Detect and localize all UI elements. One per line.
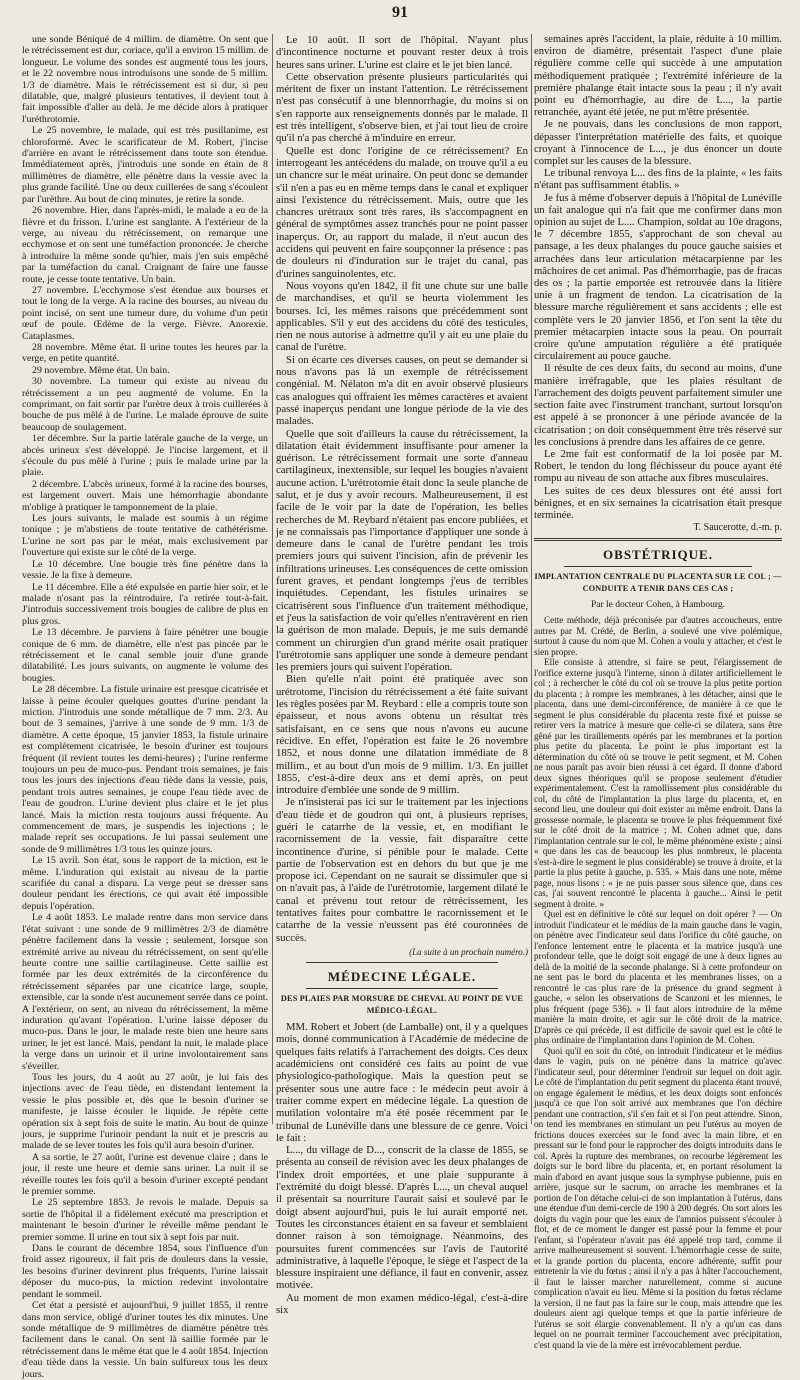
- paragraph: Tous les jours, du 4 août au 27 août, je lui fais des injections avec de l'eau tiède, en distendant lentement la vessie le plus possible et, dès que le besoin d'uriner se manifeste, je laisse écouler le liquide. Je répète cette opération six à sept fois de suite le matin. Au bout de quinze jours, je supprime l'urinoir pendant la nuit et je prescris au malade de se lever toutes les fois qu'il aura besoin d'uriner.: [22, 1071, 268, 1152]
- paragraph: Quel est en définitive le côté sur lequel on doit opérer ? — On introduit l'indicateur et le médius de la main gauche dans le vagin, on pénètre avec l'indicateur seul dans l'orifice du côté gauche, on l'enfonce lentement entre le placenta et la matrice jusqu'à une profondeur telle, que le doigt soit engagé de une à deux lignes au delà de la moitié de la seconde phalange. Si à cette profondeur on ne sent pas le bord du placenta et les membranes lisses, on a rencontré le cas plus rare de la présence du grand segment à gauche, « selon les observations de Scanzoni et les miennes, le plus fréquent (page 536). » Il faut alors introduire de la même manière la main droite, et agir sur le côté droit de la matrice. D'après ce qui précède, il est difficile de savoir quel est le côté le plus ordinaire de l'implantation dans l'opinion de M. Cohen.: [534, 909, 782, 1046]
- paragraph: semaines après l'accident, la plaie, réduite à 10 millim. environ de diamètre, présentait l'aspect d'une plaie régulière comme celle qui succède à une amputation méthodiquement pratiquée ; l'extrémité inférieure de la première phalange était intacte sous la peau ; il n'y avait point eu d'hémorrhagie, au dire de L..., la partie retranchée, ayant été jetée, ne put m'être présentée.: [534, 34, 782, 119]
- paragraph: Je ne pouvais, dans les conclusions de mon rapport, dépasser l'interprétation matérielle des faits, et quoique croyant à l'innocence de L..., je dus énoncer un doute complet sur les causes de la blessure.: [534, 119, 782, 168]
- paragraph: Il résulte de ces deux faits, du second au moins, d'une manière irréfragable, que les plaies résultant de l'arrachement des doigts peuvent parfaitement simuler une section faite avec l'instrument tranchant, surtout lorsqu'on est appelé à se prononcer à une période avancée de la cicatrisation ; on doit conséquemment être très réservé sur les conclusions à prendre dans les affaires de ce genre.: [534, 363, 782, 448]
- paragraph: Le 25 novembre, le malade, qui est très pusillanime, est chloroformé. Avec le scarificateur de M. Robert, j'incise d'arrière en avant le rétrécissement dans toute son étendue. Immédiatement après, j'introduis une sonde en étain de 8 millimètres de diamètre, elle pénètre dans la vessie avec la plus grande facilité. Une ou deux cuillerées de sang s'écoulent par l'urèthre. Au bout de cinq minutes, je retire la sonde.: [22, 125, 268, 205]
- paragraph: Quelle que soit d'ailleurs la cause du rétrécissement, la dilatation était évidemment insuffisante pour amener la guérison. Le rétrécissement formait une sorte d'anneau cartilagineux, inextensible, sur lequel les bougies n'avaient aucune action. L'urétrotomie était donc la seule planche de salut, et je dus y avoir recours. Malheureusement, il est facile de le voir par la date de l'opération, les belles recherches de M. Reybard n'étaient pas encore publiées, et je ne connaissais pas l'importance d'appliquer une sonde à demeure dans le canal de l'urètre pendant les trois premiers jours qui suivent l'incision, afin de prévenir les infiltrations urineuses. Les conséquences de cette omission furent graves, et pendant longtemps j'eus de terribles inquiétudes. Cependant, les fistules urinaires se cicatrisèrent sous l'influence d'un traitement méthodique, et j'eus la satisfaction de voir qu'elles n'entravèrent en rien la guérison de mon malade. Depuis, je me suis demandé comment un chirurgien d'un grand mérite osait pratiquer l'urétrotomie sans appliquer une sonde à demeure pendant les premiers jours qui suivent l'opération.: [276, 427, 528, 674]
- paragraph: Le tribunal renvoya L... des fins de la plainte, « les faits n'étant pas suffisamment établis. »: [534, 168, 782, 192]
- continued-note: (La suite à un prochain numéro.): [409, 946, 528, 957]
- paragraph: Quelle est donc l'origine de ce rétrécissement? En interrogeant les antécédens du malade, on trouve qu'il a eu un chancre sur le méat urinaire. On peut donc se demander s'il n'en a pas eu en même temps dans le canal et expliquer ainsi l'existence du rétrécissement. Mais, outre que les chancres urétraux sont très rares, ils s'accompagnent en général de symptômes assez tranchés pour ne point passer inaperçus. Or, au rapport du malade, il n'eut aucun des accidens qui peuvent en faire soupçonner la présence : pas de douleurs ni d'induration sur le trajet du canal, pas d'urines sanguinolentes, etc.: [276, 144, 528, 280]
- article-body-placenta: [534, 615, 782, 1350]
- paragraph: Cette méthode, déjà préconisée par d'autres accoucheurs, entre autres par M. Crédé, de Berlin, a soulevé une vive polémique, surtout à cause du nom que M. Cohen a voulu y attacher, et c'est le sien propre.: [534, 615, 782, 657]
- paragraph: Les suites de ces deux blessures ont été aussi fort bénignes, et en six semaines la cicatrisation était presque terminée.: [534, 485, 782, 521]
- paragraph: Cette observation présente plusieurs particularités qui méritent de fixer un instant l'attention. Le rétrécissement n'est pas consécutif à une blennorrhagie, du moins si on s'en rapporte aux renseignements donnés par le malade. Il est très intelligent, s'observe bien, et j'ai tout lieu de croire qu'il n'a pas cherché à m'induire en erreur.: [276, 70, 528, 145]
- paragraph: Le 28 décembre. La fistule urinaire est presque cicatrisée et laisse à peine écouler quelques gouttes d'urine pendant la miction. J'introduis une sonde métallique de 7 mm. 2/3. Au bout de 3 semaines, j'arrive à une sonde de 9 mm. 1/3 de diamètre. A cette époque, 15 janvier 1853, la fistule urinaire est complètement cicatrisée, le besoin d'uriner est toujours fréquent (il revient toutes les demi-heures) ; l'urine renferme toujours un peu de muco-pus. Pendant trois semaines, je fais tous les jours des injections d'eau tiède dans la vessie, puis, pendant trois autres semaines, je coupe l'eau tiède avec de l'eau de goudron. L'urine devient plus claire et le jet plus lancé. Mais la miction resta toujours aussi fréquente. Au commencement de mars, je suspendis les injections ; le malade reprit ses occupations. Je lui passai seulement une sonde de 9 millimètres 1/3 tous les quinze jours.: [22, 684, 268, 855]
- column-middle: [276, 34, 528, 1316]
- observation-conclusion: [276, 34, 528, 944]
- section-heading-medecine: MÉDECINE LÉGALE.: [327, 969, 477, 985]
- article-body-morsure: [276, 1021, 528, 1316]
- paragraph: 30 novembre. La tumeur qui existe au niveau du rétrécissement a un peu augmenté de volume. En la comprimant, on fait sortir par l'urètre deux à trois cuillerées à bouche de pus mêlé à de l'urine. Le malade éprouve de suite beaucoup de soulagement.: [22, 376, 268, 433]
- paragraph: 29 novembre. Même état. Un bain.: [32, 364, 170, 376]
- paragraph: Le 15 avril. Son état, sous le rapport de la miction, est le même. L'induration qui existait au niveau de la partie scarifiée du canal a disparu. La verge peut se dresser sans douleur pendant les érections, ce qui avait été impossible depuis l'opération.: [22, 855, 268, 912]
- paragraph: Nous voyons qu'en 1842, il fit une chute sur une balle de marchandises, et qu'il se heurta violemment les bourses. Ici, les mêmes raisons que précédemment sont applicables. S'il y eut des accidens du côté des testicules, rien ne nous autorise à admettre qu'il y ait eu une plaie du canal de l'urètre.: [276, 279, 528, 354]
- paragraph: 27 novembre. L'ecchymose s'est étendue aux bourses et tout le long de la verge. A la racine des bourses, au niveau du point incisé, on sent une tumeur dure, du volume d'un petit œuf de poule. Œdème de la verge. Fièvre. Anorexie. Cataplasmes.: [22, 284, 268, 342]
- morsure-continuation: [534, 34, 782, 522]
- paragraph: Le 10 août. Il sort de l'hôpital. N'ayant plus d'incontinence nocturne et pouvant rester deux à trois heures sans uriner. L'urine est claire et le jet bien lancé.: [276, 34, 528, 71]
- paragraph: Le 25 septembre 1853. Je revois le malade. Depuis sa sortie de l'hôpital il a fidèlement exécuté ma prescription et maintenant le besoin d'uriner le réveille même pendant le premier somme. Il urine en tout six à sept fois par nuit.: [22, 1197, 268, 1243]
- paragraph: Le 13 décembre. Je parviens à faire pénétrer une bougie conique de 6 mm. de diamètre, elle n'est pas pincée par le rétrécissement et le canal semble jouir d'une grande dilatabilité. Les jours suivants, on augmente le volume des bougies.: [22, 627, 268, 684]
- paragraph: L..., du village de D..., conscrit de la classe de 1855, se présenta au conseil de révision avec les deux phalanges de l'index droit emportées, et une plaie suppurante à l'extrémité du doigt blessé. D'après L..., un cheval auquel il présentait sa nourriture l'aurait saisi et soulevé par le doigt absent aujourd'hui, puis le lui aurait emporté net. Toutes les circonstances étaient en sa faveur et semblaient donner raison à son témoignage. Néanmoins, des poursuites furent commencées sur l'avis de l'autorité administrative, à laquelle l'époque, le siège et l'aspect de la blessure inspiraient une défiance, il faut en convenir, assez motivée.: [276, 1144, 528, 1292]
- paragraph: Le 11 décembre. Elle a été expulsée en partie hier soir, et le malade n'osant pas la réintroduire, l'a retirée tout-à-fait. J'introduis successivement trois bougies de calibre de plus en plus gros.: [22, 581, 268, 627]
- column-right: [534, 34, 782, 1350]
- section-divider: [306, 988, 498, 989]
- paragraph: 2 décembre. L'abcès urineux, formé à la racine des bourses, est largement ouvert. Mais une hémorrhagie abondante m'oblige à pratiquer le tamponnement de la plaie.: [22, 478, 268, 513]
- author-signature: T. Saucerotte, d.-m. p.: [693, 522, 782, 534]
- article-title-morsure: DES PLAIES PAR MORSURE DE CHEVAL AU POINT DE VUE MÉDICO-LÉGAL.: [280, 993, 524, 1015]
- section-divider: [564, 566, 752, 567]
- paragraph: Cet état a persisté et aujourd'hui, 9 juillet 1855, il rentre dans mon service, obligé d'uriner toutes les dix minutes. Une sonde métallique de 9 millimètres de diamètre pénètre très facilement dans le canal. On sent là saillie formée par le rétrécissement dans le même état que le 4 août 1854. Injection d'eau tiède dans la vessie. Un bain sulfureux tous les deux jours.: [22, 1300, 268, 1380]
- paragraph: Elle consiste à attendre, si faire se peut, l'élargissement de l'orifice externe jusqu'à l'interne, sinon à dilater artificiellement le col ; à rechercher le côté du col où se trouve la plus petite portion du placenta ; à rompre les membranes, à les détacher, ainsi que le placenta, dans une demi-circonférence, de manière à ce que le segment le plus considérable du placenta reste fixé et puisse se retirer vers la matrice à mesure que celle-ci se dilatera, sans être gêné par les tiraillements opérés par les membranes et la portion plus petite du placenta. Le point le plus important est la détermination du côté où se trouve le petit segment, et M. Cohen ne nous paraît pas avoir bien réussi à cet égard. Il donne d'abord deux signes théoriques qu'il se propose seulement d'étudier expérimentalement. C'est la ramollissement plus considérable du col, du côté de l'implantation la plus large du placenta, et, en second lieu, une douleur qui doit exister au même endroit. Dans la grossesse normale, le placenta se trouve le plus fréquemment fixé sur le côté droit de la matrice ; M. Cohen admet que, dans l'implantation centrale sur le col, le même phénomène existe ; ainsi « que dans les cas de beaucoup les plus nombreux, le placenta s'est-à-dire le segment le plus considérable) se trouve à droite, et la partie la plus petite à gauche, p. 535. » Mais dans une note, même page, nous lisons : « je ne puis passer sous silence que, dans ces cas, j'ai souvent rencontré le placenta à gauche... Ainsi le petit segment à droite. »: [534, 657, 782, 909]
- paragraph: Je fus à même d'observer depuis à l'hôpital de Lunéville un fait analogue qui n'a fait que me confirmer dans mon opinion au sujet de L.... Champion, soldat au 10e dragons, le 7 décembre 1855, s'approchant de son cheval au pansage, a les deux phalanges du pouce gauche saisies et arrachées dans leur articulation métacarpienne par les mâchoires de cet animal. Pas d'hémorrhagie, pas de fracas des os ; la partie emportée est retrouvée dans la litière unie à un fragment de tendon. La cicatrisation de la blessure marche régulièrement et sans accidents ; elle est complète vers le 20 janvier 1856, et l'on sent la tête du premier métacarpien intacte sous la peau. On pourrait croire qu'une amputation régulière a été pratiquée circulairement au pouce gauche.: [534, 192, 782, 363]
- article-byline: Par le docteur Cohen, à Hambourg.: [590, 599, 726, 610]
- paragraph: A sa sortie, le 27 août, l'urine est devenue claire ; dans le jour, il reste une heure et demie sans uriner. La nuit il se réveille toutes les fois qu'il a besoin d'uriner excepté pendant le premier somme.: [22, 1151, 268, 1198]
- column-rule: [531, 34, 532, 1124]
- paragraph: 1er décembre. Sur la partie latérale gauche de la verge, un abcès urineux s'est développé. Je l'incise largement, et il s'écoule du pus mêlé à l'urine ; puis le malade urine par la plaie.: [22, 433, 268, 479]
- paragraph: 26 novembre. Hier, dans l'après-midi, le malade a eu de la fièvre et du frisson. L'urine est sanglante. A l'extérieur de la verge, au niveau du rétrécissement, on remarque une ecchymose et on sent une tuméfaction prononcée. Je cherche à introduire la même sonde qu'hier, mais j'en suis empêché par la tuméfaction du canal. Craignant de faire une fausse route, je cesse toute tentative. Un bain.: [22, 205, 268, 285]
- paragraph: 28 novembre. Même état. Il urine toutes les heures par la verge, en petite quantité.: [22, 341, 268, 365]
- paragraph: Bien qu'elle n'ait point été pratiquée avec son urétrotome, l'incision du rétrécissement a été faite suivant les règles posées par M. Reybard : elle a compris toute son épaisseur, et nous avons obtenu un résultat très satisfaisant, en ce sens que nous n'avons eu aucune récidive. En effet, l'opération est faite le 26 novembre 1852, et nous donne une dilatation immédiate de 8 millim., et au bout d'un mois de 9 millim. 1/3. En juillet 1855, c'est-à-dire deux ans et demi après, on peut introduire d'emblée une sonde de 9 millim.: [276, 673, 528, 797]
- paragraph: MM. Robert et Jobert (de Lamballe) ont, il y a quelques mois, donné communication à l'Académie de médecine de quelques faits relatifs à l'arrachement des doigts. Ces deux académiciens ont considéré ces faits au point de vue physiologico-pathologique. Mais la question peut se présenter sous une autre face : le médecin peut avoir à traiter comme expert en médecine légale. La question de mutilation volontaire m'a été posée récemment par le tribunal de Lunéville dans une blessure de ce genre. Voici le fait :: [276, 1021, 528, 1144]
- section-divider: [306, 962, 498, 963]
- page-number: 91: [392, 4, 408, 21]
- section-divider: [534, 538, 782, 541]
- section-heading-obstetrique: OBSTÉTRIQUE.: [603, 547, 713, 563]
- paragraph: Le 10 décembre. Une bougie très fine pénètre dans la vessie. Je la fixe à demeure.: [22, 558, 268, 582]
- paragraph: Au moment de mon examen médico-légal, c'est-à-dire six: [276, 1291, 528, 1316]
- column-left: [22, 34, 268, 1380]
- paragraph: Le 2me fait est conformatif de la loi posée par M. Robert, le tendon du long fléchisseur du pouce ayant été rompu au niveau de son attache aux fibres musculaires.: [534, 448, 782, 485]
- paragraph: Quoi qu'il en soit du côté, on introduit l'indicateur et le médius dans le vagin, puis on ne pénètre dans la matrice qu'avec l'indicateur seul, pour déterminer l'endroit sur lequel on doit agir. Le côté de l'implantation du petit segment du placenta étant trouvé, on engage également le médius, et les deux doigts sont enfoncés jusqu'à ce que l'on soit arrivé aux membranes que l'on déchire pendant une contraction, s'il s'en fait et si l'on peut attendre. Sinon, on tend les membranes en stimulant un peu l'utérus au moyen de frictions douces exercées sur le fond avec la main libre, et en pressant sur le fond pour le rapprocher des doigts introduits dans le col. Après la rupture des membranes, on recourbe légèrement les doigts sur le bord libre du placenta, et, en portant résolument la main d'abord en avant jusque sous la symphyse pubienne, puis en arrière, jusque sur le sacrum, on arrache les membranes et la portion de l'on détache celui-ci de son implantation à l'utérus, dans une étendue d'un demi-cercle de 190 à 200 degrés. On sort alors les doigts du vagin pour que les eaux de l'amnios puissent s'écouler à flot, et de ce moment le danger est passé pour la femme et pour l'enfant, si l'opérateur n'avait pas été appelé trop tard, comme il arrive malheureusement si souvent. L'hémorrhagie cesse de suite, et la grande portion du placenta, encore adhérente, suffit pour entretenir la vie du fœtus ; ainsi il n'y a pas à hâter l'accouchement, il faut le laisser marcher naturellement, comme si aucune complication n'avait eu lieu. Même si la position du fœtus réclame la version, il ne faut pas la faire sur le coup, mais attendre que les douleurs aient agi quelque temps et que la partie inférieure de l'utérus se soit élargie convenablement. Il n'y a qu'un cas dans lequel on ne pourrait terminer l'accouchement avec précipitation, c'est quand la vie de la mère est irrévocablement perdue.: [534, 1045, 782, 1350]
- paragraph: une sonde Béniqué de 4 millim. de diamètre. On sent que le rétrécissement est dur, coriace, qu'il a environ 15 millim. de longueur. Le volume des sondes est augmenté tous les jours, et le 22 novembre nous introduisons une sonde de 5 millim. 1/3 de diamètre. Mais le rétrécissement est si dur, si peu dilatable, que, malgré plusieurs tentatives, il devient tout à fait impossible d'aller au delà. Je me décide alors à pratiquer l'uréthrotomie.: [22, 34, 268, 125]
- paragraph: Les jours suivants, le malade est soumis à un régime tonique ; je m'abstiens de toute tentative de cathétérisme. L'urine ne sort pas par le méat, mais exclusivement par l'ouverture qui existe sur le côté de la verge.: [22, 513, 268, 559]
- paragraph: Dans le courant de décembre 1854, sous l'influence d'un froid assez rigoureux, il fait pris de douleurs dans la vessie, les besoins d'uriner devinrent plus fréquents, l'urine laissait déposer du muco-pus, la miction redevint involontaire pendant le sommeil.: [22, 1243, 268, 1300]
- paragraph: Si on écarte ces diverses causes, on peut se demander si nous n'avons pas là un exemple de rétrécissement congénial. M. Nélaton m'a dit en avoir observé plusieurs cas analogues qui offraient les mêmes caractères et avaient passé inaperçus pendant une longue période de la vie des malades.: [276, 353, 528, 428]
- paragraph: Je n'insisterai pas ici sur le traitement par les injections d'eau tiède et de goudron qui ont, à plusieurs reprises, guéri le catarrhe de la vessie, et, en modifiant le racornissement de la vessie, fait disparaître cette incontinence d'urine, si pénible pour le malade. Cette partie de l'observation est en dehors du but que je me propose ici. Cependant on ne saurait se dissimuler que si on n'avait pas, à l'aide de l'urétrotomie, largement dilaté le canal et prévenu tout retour de rétrécissement, les tentatives faites pour combattre le racornissement et le catarrhe de la vessie n'eussent pas été couronnées de succès.: [276, 796, 528, 944]
- column-rule: [272, 34, 273, 1124]
- paragraph: Le 4 août 1853. Le malade rentre dans mon service dans l'état suivant : une sonde de 9 millimètres 2/3 de diamètre pénètre facilement dans la vessie ; seulement, lorsque son extrémité arrive au niveau du rétrécissement, on sent qu'elle heurte contre une saillie cartilagineuse. Cette saillie est formée par les deux extrémités de la circonférence du rétrécissement séparées par une cicatrice large, souple, extensible, car la sonde n'est aucunement serrée dans ce point. A l'extérieur, on sent, au niveau du rétrécissement, la même induration qu'avant l'opération. L'urine laisse déposer du muco-pus. Dans le jour, le malade reste bien une heure sans uriner, le jet est lancé. Mais, pendant la nuit, le malade place la verge dans un urinoir et il urine involontairement sans s'éveiller.: [22, 912, 268, 1072]
- article-title-placenta: IMPLANTATION CENTRALE DU PLACENTA SUR LE COL ; — CONDUITE A TENIR DANS CES CAS ;: [534, 571, 782, 593]
